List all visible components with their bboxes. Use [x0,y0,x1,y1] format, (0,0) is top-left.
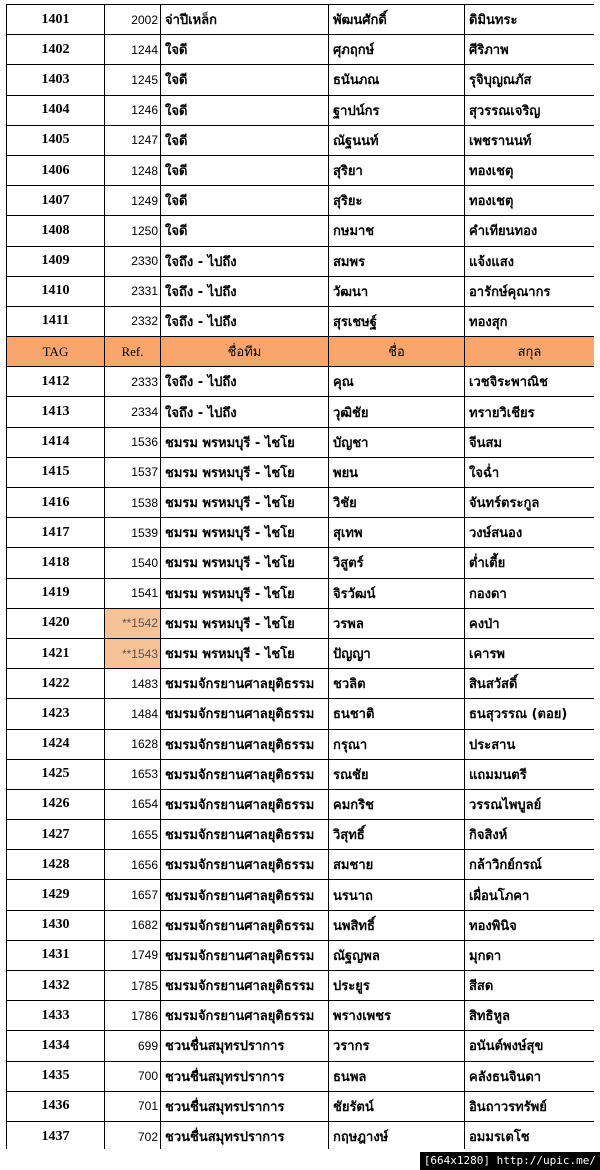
cell-name: ณัฐนนท์ [329,125,465,155]
cell-ref: 1628 [105,729,161,759]
cell-team: ชมรมจักรยานศาลยุติธรรม [161,820,329,850]
table-row [7,306,595,336]
cell-ref: 1656 [105,850,161,880]
cell-team: ชมรมจักรยานศาลยุติธรรม [161,729,329,759]
cell-name: วิสูตร์ [329,548,465,578]
cell-tag: 1405 [7,125,105,155]
cell-name: ชัยรัตน์ [329,1091,465,1121]
table-row [7,669,595,699]
cell-ref: 2333 [105,367,161,397]
cell-tag: 1408 [7,216,105,246]
cell-tag: 1414 [7,427,105,457]
cell-team: ใจดี [161,216,329,246]
cell-surname: สินสวัสดิ์ [465,669,595,699]
cell-ref: 1785 [105,971,161,1001]
cell-name: รณชัย [329,759,465,789]
cell-team: ชมรม พรหมบุรี - ไชโย [161,638,329,668]
table-row [7,608,595,638]
cell-surname: เพชรานนท์ [465,125,595,155]
cell-ref: 1250 [105,216,161,246]
cell-surname: คลังธนจินดา [465,1061,595,1091]
cell-ref: 701 [105,1091,161,1121]
table-row [7,367,595,397]
cell-tag: 1426 [7,789,105,819]
table-row [7,638,595,668]
cell-surname: กองดา [465,578,595,608]
cell-surname: จีนสม [465,427,595,457]
cell-tag: 1436 [7,1091,105,1121]
cell-ref: 1247 [105,125,161,155]
cell-ref: 2002 [105,5,161,35]
cell-ref: 1654 [105,789,161,819]
table-row [7,789,595,819]
cell-surname: อินถาวรทรัพย์ [465,1091,595,1121]
cell-name: ศุภฤกษ์ [329,35,465,65]
cell-name: นรนาถ [329,880,465,910]
cell-name: กรุณา [329,729,465,759]
cell-ref: 1538 [105,488,161,518]
cell-surname: ธนสุวรรณ (ตอย) [465,699,595,729]
header-ref: Ref. [105,337,161,367]
cell-ref: 1536 [105,427,161,457]
cell-ref: 1541 [105,578,161,608]
cell-name: สุเทพ [329,518,465,548]
cell-ref: 1484 [105,699,161,729]
cell-name: วรากร [329,1031,465,1061]
cell-tag: 1406 [7,155,105,185]
cell-ref: **1542 [105,608,161,638]
cell-surname: ทองพินิจ [465,910,595,940]
table-row [7,246,595,276]
table-row [7,65,595,95]
table-row [7,729,595,759]
table-row [7,548,595,578]
cell-tag: 1416 [7,488,105,518]
cell-name: สมชาย [329,850,465,880]
cell-ref: 702 [105,1121,161,1149]
cell-tag: 1427 [7,820,105,850]
cell-name: กษมาช [329,216,465,246]
cell-name: วิสุทธิ์ [329,820,465,850]
cell-surname: มุกดา [465,940,595,970]
cell-name: วัฒนา [329,276,465,306]
cell-team: ใจถึง - ไปถึง [161,306,329,336]
header-name: ชื่อ [329,337,465,367]
cell-surname: อนันต์พงษ์สุข [465,1031,595,1061]
table-row [7,759,595,789]
cell-team: ใจดี [161,125,329,155]
cell-team: ชมรม พรหมบุรี - ไชโย [161,548,329,578]
cell-tag: 1423 [7,699,105,729]
cell-surname: ทองเชตุ [465,155,595,185]
cell-name: พรางเพชร [329,1001,465,1031]
cell-name: ธนชาติ [329,699,465,729]
image-host-credit: [664x1280] http://upic.me/ [420,1152,600,1170]
cell-team: ชวนชื่นสมุทรปราการ [161,1121,329,1149]
cell-surname: เวชจิระพาณิช [465,367,595,397]
table-row [7,125,595,155]
cell-team: ชมรม พรหมบุรี - ไชโย [161,608,329,638]
cell-surname: สุวรรณเจริญ [465,95,595,125]
cell-ref: 2330 [105,246,161,276]
cell-ref: 1483 [105,669,161,699]
cell-team: ชมรมจักรยานศาลยุติธรรม [161,971,329,1001]
cell-surname: ประสาน [465,729,595,759]
cell-ref: 1749 [105,940,161,970]
cell-name: ชวลิต [329,669,465,699]
cell-name: วิชัย [329,488,465,518]
cell-team: ชมรม พรหมบุรี - ไชโย [161,488,329,518]
cell-team: ชมรม พรหมบุรี - ไชโย [161,518,329,548]
header-row [7,337,595,367]
table-row [7,971,595,1001]
cell-ref: 2332 [105,306,161,336]
cell-team: ชวนชื่นสมุทรปราการ [161,1091,329,1121]
table-row [7,820,595,850]
cell-surname: ทองสุก [465,306,595,336]
cell-ref: 699 [105,1031,161,1061]
cell-tag: 1404 [7,95,105,125]
cell-team: ใจดี [161,95,329,125]
cell-ref: 1248 [105,155,161,185]
cell-name: สุรเชษฐ์ [329,306,465,336]
table-row [7,35,595,65]
cell-team: ใจถึง - ไปถึง [161,276,329,306]
cell-team: ใจดี [161,186,329,216]
cell-tag: 1413 [7,397,105,427]
cell-tag: 1415 [7,457,105,487]
cell-tag: 1437 [7,1121,105,1149]
cell-ref: **1543 [105,638,161,668]
cell-tag: 1418 [7,548,105,578]
table-row [7,880,595,910]
table-row [7,1001,595,1031]
cell-name: คมกริช [329,789,465,819]
cell-tag: 1402 [7,35,105,65]
cell-surname: เคารพ [465,638,595,668]
table-row [7,276,595,306]
table-row [7,850,595,880]
cell-team: ชมรมจักรยานศาลยุติธรรม [161,880,329,910]
cell-ref: 1537 [105,457,161,487]
cell-name: จิรวัฒน์ [329,578,465,608]
cell-name: ธนันภณ [329,65,465,95]
cell-team: ชมรม พรหมบุรี - ไชโย [161,457,329,487]
cell-name: ธนพล [329,1061,465,1091]
cell-team: ใจดี [161,155,329,185]
cell-name: กฤษฎางษ์ [329,1121,465,1149]
cell-tag: 1433 [7,1001,105,1031]
cell-tag: 1424 [7,729,105,759]
cell-name: ปัญญา [329,638,465,668]
cell-tag: 1412 [7,367,105,397]
cell-tag: 1407 [7,186,105,216]
cell-tag: 1429 [7,880,105,910]
cell-name: สุริยา [329,155,465,185]
cell-name: นพสิทธิ์ [329,910,465,940]
table-row [7,518,595,548]
cell-name: บัญชา [329,427,465,457]
cell-ref: 1655 [105,820,161,850]
cell-tag: 1435 [7,1061,105,1091]
table-row [7,95,595,125]
cell-tag: 1411 [7,306,105,336]
cell-name: วรพล [329,608,465,638]
cell-team: ใจถึง - ไปถึง [161,397,329,427]
cell-tag: 1419 [7,578,105,608]
header-tag: TAG [7,337,105,367]
cell-tag: 1403 [7,65,105,95]
table-row [7,910,595,940]
cell-team: ชมรมจักรยานศาลยุติธรรม [161,850,329,880]
cell-surname: คำเทียนทอง [465,216,595,246]
table-row [7,578,595,608]
cell-ref: 2334 [105,397,161,427]
cell-surname: ศีริภาพ [465,35,595,65]
cell-tag: 1434 [7,1031,105,1061]
cell-team: ชมรมจักรยานศาลยุติธรรม [161,789,329,819]
cell-ref: 1245 [105,65,161,95]
cell-team: ชวนชื่นสมุทรปราการ [161,1061,329,1091]
cell-surname: สีสด [465,971,595,1001]
table-row [7,1121,595,1149]
cell-ref: 1244 [105,35,161,65]
table-row [7,397,595,427]
cell-ref: 1653 [105,759,161,789]
table-row [7,1061,595,1091]
cell-surname: อารักษ์คุณากร [465,276,595,306]
table-row [7,427,595,457]
cell-team: ใจถึง - ไปถึง [161,246,329,276]
cell-team: ใจดี [161,35,329,65]
table-row [7,155,595,185]
cell-ref: 1657 [105,880,161,910]
cell-surname: ดิมินทระ [465,5,595,35]
cell-name: ณัฐญพล [329,940,465,970]
cell-surname: แถมมนตรี [465,759,595,789]
cell-surname: กล้าวิกย์กรณ์ [465,850,595,880]
cell-name: คุณ [329,367,465,397]
cell-tag: 1430 [7,910,105,940]
cell-surname: คงป่า [465,608,595,638]
cell-tag: 1425 [7,759,105,789]
cell-tag: 1420 [7,608,105,638]
cell-name: พัฒนศักดิ์ [329,5,465,35]
table-row [7,488,595,518]
cell-team: ใจถึง - ไปถึง [161,367,329,397]
cell-name: วุฒิชัย [329,397,465,427]
cell-ref: 1786 [105,1001,161,1031]
cell-surname: จันทร์ตระกูล [465,488,595,518]
cell-ref: 1682 [105,910,161,940]
cell-name: ฐาปน์กร [329,95,465,125]
cell-tag: 1431 [7,940,105,970]
table-row [7,5,595,35]
cell-surname: อมมรเตโช [465,1121,595,1149]
cell-team: ชมรม พรหมบุรี - ไชโย [161,578,329,608]
cell-team: จ่าปีเหล็ก [161,5,329,35]
cell-ref: 2331 [105,276,161,306]
cell-surname: กิจสิงห์ [465,820,595,850]
cell-team: ชมรมจักรยานศาลยุติธรรม [161,699,329,729]
cell-team: ชมรมจักรยานศาลยุติธรรม [161,940,329,970]
cell-surname: เผื่อนโภคา [465,880,595,910]
cell-tag: 1421 [7,638,105,668]
registration-table [6,4,594,1149]
cell-ref: 1539 [105,518,161,548]
table-row [7,699,595,729]
cell-surname: ทรายวิเชียร [465,397,595,427]
cell-name: พยน [329,457,465,487]
cell-team: ชมรมจักรยานศาลยุติธรรม [161,1001,329,1031]
table-body-top [7,5,595,337]
cell-ref: 1249 [105,186,161,216]
cell-team: ชมรมจักรยานศาลยุติธรรม [161,910,329,940]
header-team: ชื่อทีม [161,337,329,367]
table-header [7,337,595,367]
cell-surname: ต่ำเตี้ย [465,548,595,578]
cell-ref: 1540 [105,548,161,578]
cell-name: สมพร [329,246,465,276]
footer [0,1150,600,1170]
cell-team: ชมรมจักรยานศาลยุติธรรม [161,759,329,789]
cell-surname: สิทธิหูล [465,1001,595,1031]
table-row [7,457,595,487]
cell-surname: วงษ์สนอง [465,518,595,548]
cell-tag: 1417 [7,518,105,548]
table-row [7,1091,595,1121]
cell-team: ชมรมจักรยานศาลยุติธรรม [161,669,329,699]
cell-name: สุริยะ [329,186,465,216]
cell-ref: 1246 [105,95,161,125]
cell-surname: ใจฉ่ำ [465,457,595,487]
table-row [7,940,595,970]
cell-tag: 1409 [7,246,105,276]
cell-tag: 1422 [7,669,105,699]
cell-surname: แจ้งแสง [465,246,595,276]
cell-team: ชวนชื่นสมุทรปราการ [161,1031,329,1061]
cell-surname: วรรณไพบูลย์ [465,789,595,819]
cell-tag: 1401 [7,5,105,35]
cell-name: ประยูร [329,971,465,1001]
cell-tag: 1410 [7,276,105,306]
cell-team: ใจดี [161,65,329,95]
table-row [7,1031,595,1061]
cell-tag: 1432 [7,971,105,1001]
table-row [7,186,595,216]
cell-surname: รุจิบุญณภัส [465,65,595,95]
table-body-bottom [7,367,595,1149]
cell-tag: 1428 [7,850,105,880]
registration-table-frame [6,4,594,1149]
header-surname: สกุล [465,337,595,367]
cell-ref: 700 [105,1061,161,1091]
table-row [7,216,595,246]
cell-team: ชมรม พรหมบุรี - ไชโย [161,427,329,457]
cell-surname: ทองเชตุ [465,186,595,216]
